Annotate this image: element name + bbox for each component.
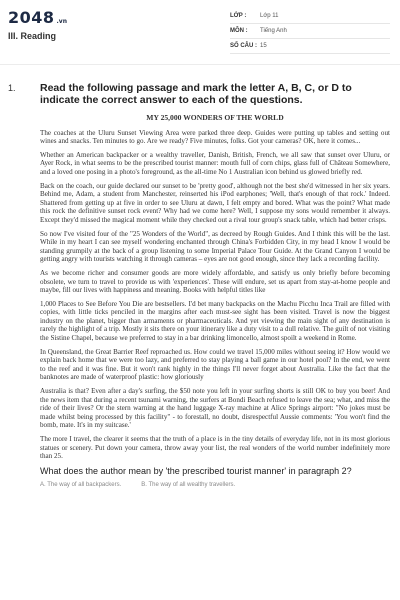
meta-label: MÔN : (230, 28, 248, 34)
passage-paragraph: As we become richer and consumer goods are more widely affordable, and satisfy us only briefly before becoming obsolete, we turn to travel to provide us with 'experiences'. These will endure, set us apart from stay-at-home people and maybe, fill our lives with happiness and meaning. Books with helpful titles like (40, 268, 390, 295)
question-header (8, 82, 392, 106)
meta-row-class (230, 9, 390, 24)
meta-label: SỐ CÂU : (230, 43, 257, 49)
meta-label: LỚP : (230, 13, 247, 19)
meta-value: Lớp 11 (260, 13, 279, 19)
section-title: III. Reading (8, 31, 57, 41)
answer-options (40, 482, 392, 488)
question-instruction: Read the following passage and mark the letter A, B, C, or D to indicate the correct answer to each of the questions. (40, 82, 352, 106)
site-logo[interactable] (8, 8, 67, 27)
passage-paragraph: The coaches at the Uluru Sunset Viewing Area were parked three deep. Guides were putting up tables and setting out wines and snacks. Ten minutes to go. Are we ready? Five minutes, folks. Got your cameras? OK, here it comes... (40, 128, 390, 146)
passage-paragraph: So now I've visited four of the "25 Wonders of the World", as decreed by Rough Guides. And I think this will be the last. While in my heart I can see myself wondering enchanted through China's Forbidden City, in my head I know I would be standing grumpily at the back of a group listening to some Imperial Palace Tour Guide. At the Grand Canyon I would be getting angry with tourists watching it through cameras – eyes are not good enough, since they lack a recording facility. (40, 229, 390, 264)
meta-value: Tiếng Anh (260, 28, 287, 34)
passage-paragraph: In Queensland, the Great Barrier Reef reproached us. How could we travel 15,000 miles without seeing it? How would we explain back home that we were too lazy, and preferred to stay playing a ball game in our hotel pool? In the end, we went to the reef and it was fine. But it won't rank highly in the things I'll never forget about Australia. Like the fact that the banknotes are made of waterproof plastic: how gloriously (40, 347, 390, 382)
passage-title: MY 25,000 WONDERS OF THE WORLD (146, 113, 284, 122)
header-divider (0, 64, 400, 65)
meta-row-count (230, 39, 390, 54)
meta-table (230, 9, 390, 54)
passage-paragraph: Back on the coach, our guide declared our sunset to be 'pretty good', although not the best she'd witnessed in her six years. Behind me, Adam, a student from Manchester, reinserted his iPod earphones; 'Well, that's enough of that rock.' Indeed. Shattered from getting up at five in order to see Uluru at dawn, I felt empty and bored. What was the point? What made this rock the definitive sunset rock event? Why had we come here? Well, I suppose my sons would remember it always. Except they'd missed the magical moment while they checked out a rival tour group's snack table, which had better crisps. (40, 181, 390, 224)
reading-passage (40, 114, 390, 461)
question-number: 1. (8, 83, 16, 93)
option-b[interactable]: B. The way of all wealthy travellers. (141, 481, 236, 488)
passage-paragraph: 1,000 Places to See Before You Die are bestsellers. I'd bet many backpacks on the Machu Picchu Inca Trail are filled with copies, with little ticks penciled in the margins after each must-see sight has been visited. Travel is now the biggest industry on the planet, bigger than armaments or pharmaceuticals. And yet viewing the main sight of any destination is rarely the highlight of a trip. Mostly it sits there on your itinerary like a duty visit to a dull relative. The guilt of not visiting the Sistine Chapel, because we preferred to stay in a bar drinking limoncello, almost spoilt a weekend in Rome. (40, 299, 390, 343)
meta-value: 15 (260, 43, 267, 49)
question-area (8, 70, 392, 600)
passage-paragraph: Whether an American backpacker or a wealthy traveller, Danish, British, French, we all saw that sunset over Uluru, or Ayer Rock, in what seems to be the prescribed tourist manner: mouth full of corn chips, glass full of Château Somewhere, and a loved one posing in a photo's foreground, as the all-time No 1 Australian icon behind us glowed briefly red. (40, 150, 390, 176)
question-prompt: What does the author mean by 'the prescribed tourist manner' in paragraph 2? (40, 465, 352, 476)
meta-row-subject (230, 24, 390, 39)
passage-paragraph: The more I travel, the clearer it seems that the truth of a place is in the tiny details of everyday life, not in its most glorious statues or scenery. Put down your camera, throw away your list, the real wonders of the world number indefinitely more than 25. (40, 435, 390, 461)
passage-paragraph: Australia is that? Even after a day's surfing, the $50 note you left in your surfing shorts is still OK to buy you beer! And the news item that during a recent tsunami warning, the surfers at Bondi Beach refused to leave the sea; what, and miss the ride of their lives? Or the stern warning at the hand luggage X-ray machine at Alice Springs airport: "No jokes must be made whilst being processed by this facility" - to forestall, no doubt, disrespectful Aussie comments: 'You won't find the bomb, mate. It's in my suitcase.' (40, 387, 390, 430)
logo-text: 2048 (8, 8, 55, 27)
header (0, 0, 400, 62)
logo-domain: .vn (56, 18, 67, 25)
option-a[interactable]: A. The way of all backpackers. (40, 481, 122, 488)
